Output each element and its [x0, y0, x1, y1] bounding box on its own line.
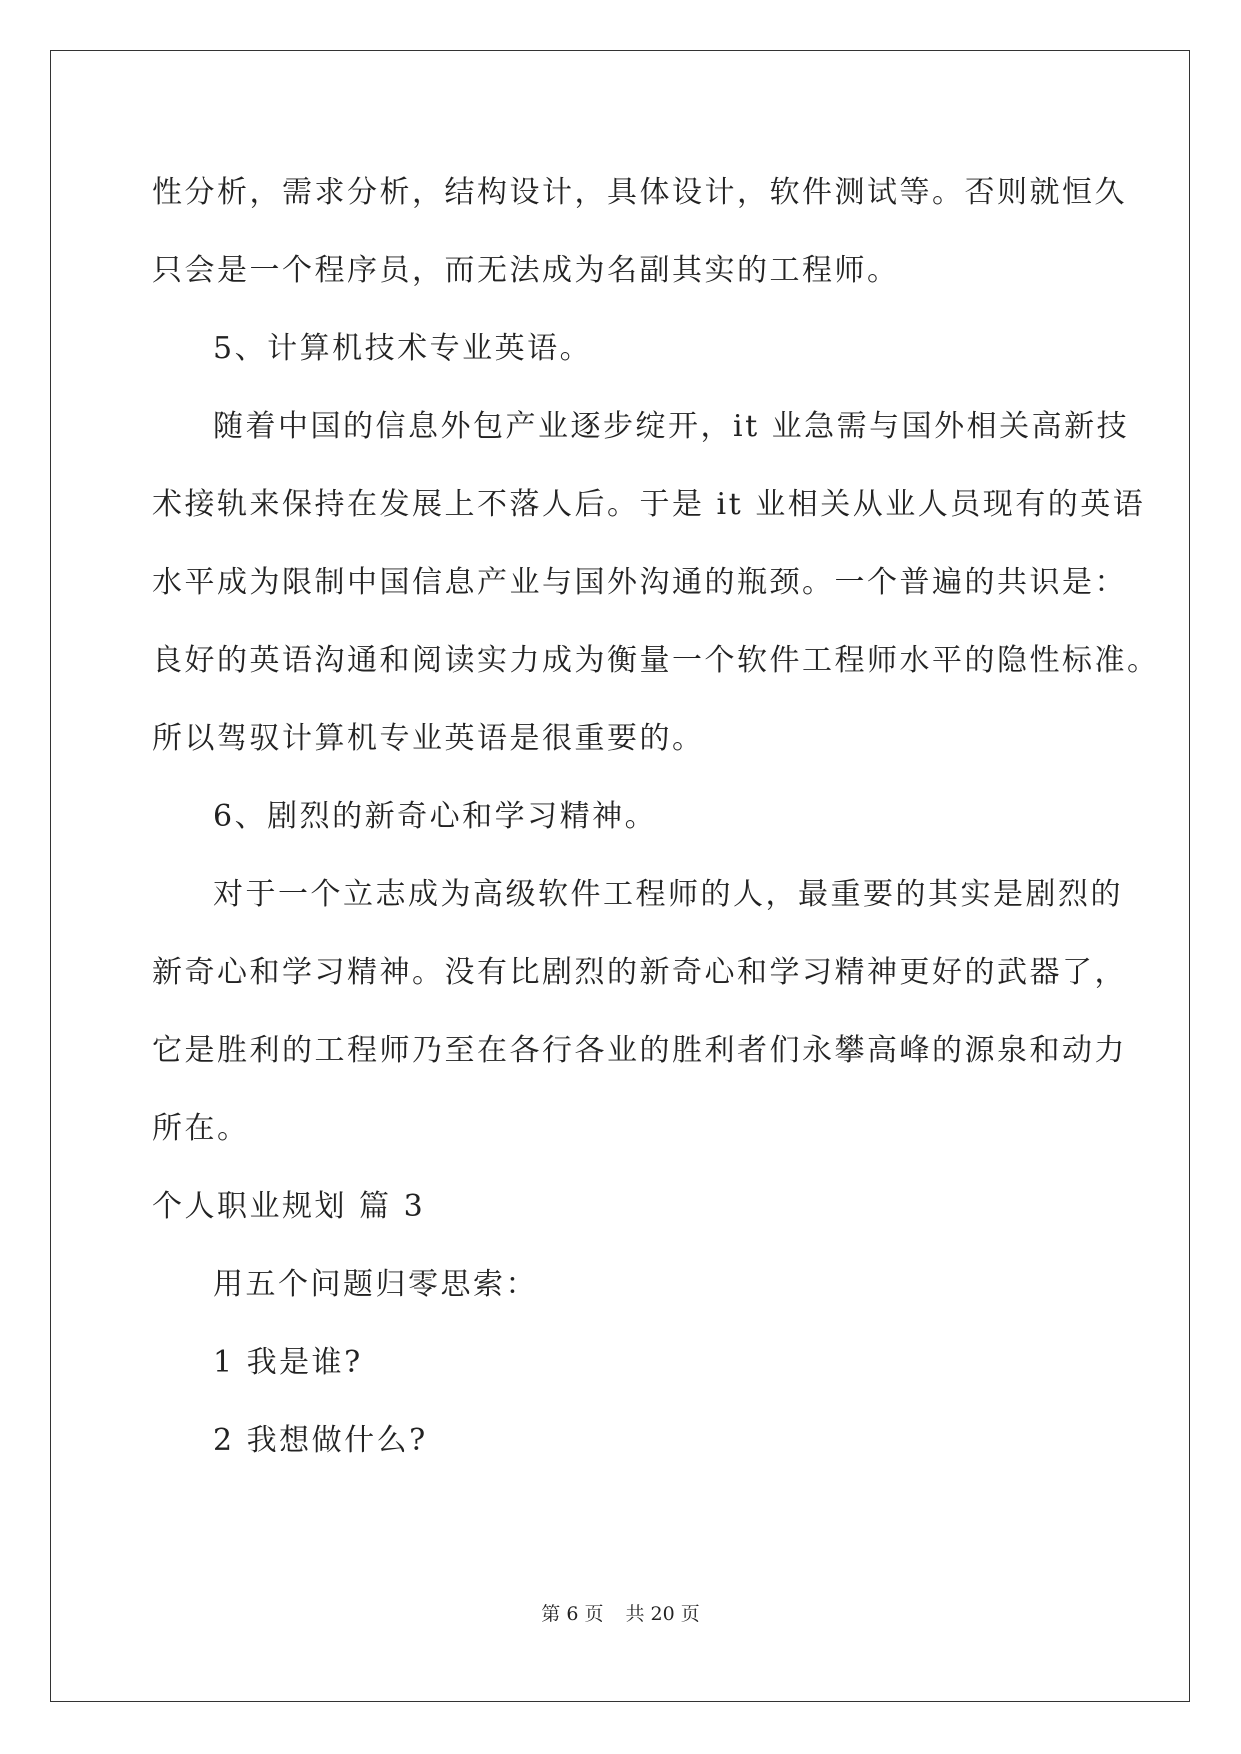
page-total: 共 20 页 [625, 1603, 700, 1625]
section-heading: 5、计算机技术专业英语。 [213, 331, 593, 366]
paragraph-line: 它是胜利的工程师乃至在各行各业的胜利者们永攀高峰的源泉和动力 [152, 1033, 1127, 1068]
paragraph-line: 新奇心和学习精神。没有比剧烈的新奇心和学习精神更好的武器了， [152, 955, 1127, 990]
paragraph-line: 性分析，需求分析，结构设计，具体设计，软件测试等。否则就恒久 [152, 175, 1127, 210]
paragraph-line: 所以驾驭计算机专业英语是很重要的。 [152, 721, 705, 756]
paragraph-line: 对于一个立志成为高级软件工程师的人，最重要的其实是剧烈的 [213, 877, 1123, 912]
paragraph-line: 随着中国的信息外包产业逐步绽开，it 业急需与国外相关高新技 [213, 409, 1130, 444]
paragraph-line: 只会是一个程序员，而无法成为名副其实的工程师。 [152, 253, 900, 288]
section-heading: 6、剧烈的新奇心和学习精神。 [213, 799, 658, 834]
paragraph-line: 所在。 [152, 1111, 250, 1146]
article-title: 个人职业规划 篇 3 [152, 1189, 426, 1224]
list-item: 2 我想做什么? [213, 1423, 428, 1458]
paragraph-line: 良好的英语沟通和阅读实力成为衡量一个软件工程师水平的隐性标准。 [152, 643, 1160, 678]
page-number: 第 6 页 [541, 1603, 604, 1625]
list-item: 1 我是谁? [213, 1345, 363, 1380]
paragraph-line: 用五个问题归零思索： [213, 1267, 538, 1302]
page-footer [0, 1602, 1241, 1626]
paragraph-line: 水平成为限制中国信息产业与国外沟通的瓶颈。一个普遍的共识是： [152, 565, 1127, 600]
paragraph-line: 术接轨来保持在发展上不落人后。于是 it 业相关从业人员现有的英语 [152, 487, 1146, 522]
